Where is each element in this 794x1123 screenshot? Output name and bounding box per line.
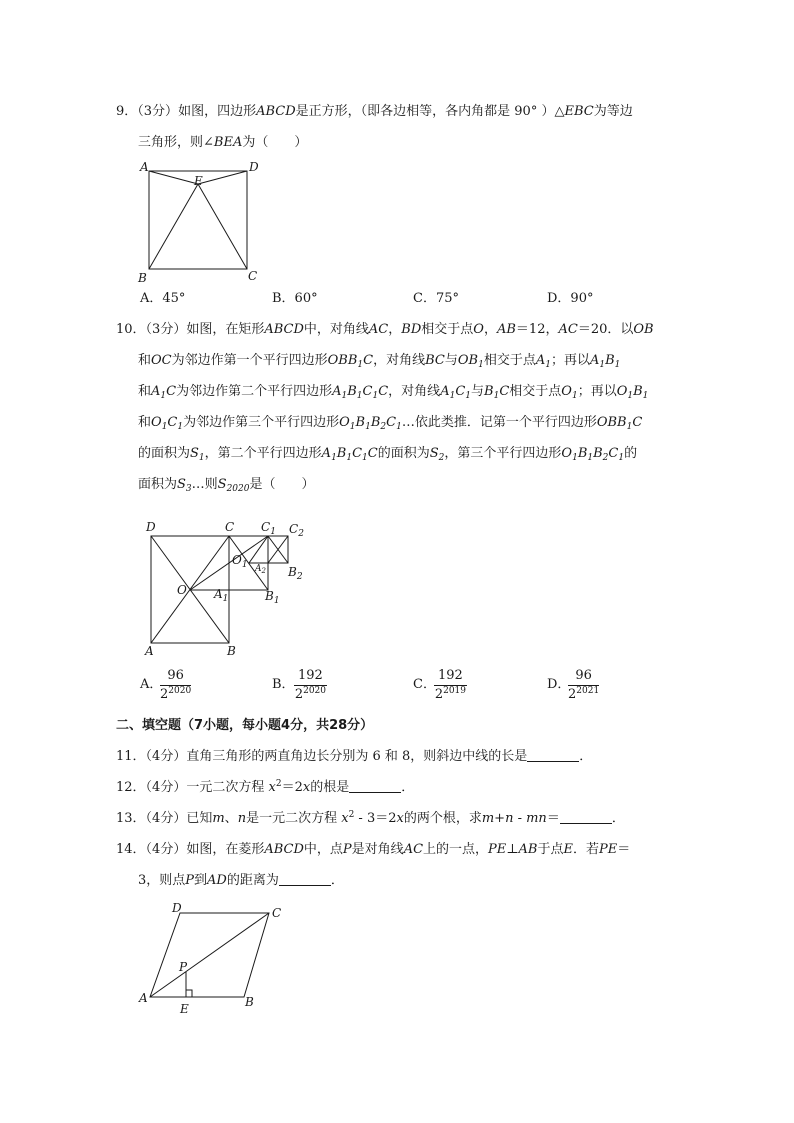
q10-label-c: C [225, 520, 235, 534]
q10-label-d: D [146, 520, 156, 534]
q10-line-2: 和OC为邻边作第一个平行四边形$OBB_1C$，对角线BC与$OB_1$相交于点$A_1$；再以$A_1B_1$ [138, 353, 621, 370]
q10-line-6: 面积为$S_3\dots$则$S_{2020}$是（ ） [138, 477, 315, 494]
q10-line-4: 和$O_1C_1$为邻边作第三个平行四边形$O_1B_1B_2C_1\dots$依此类推．记第一个平行四边形$OBB_1C$ [138, 415, 643, 432]
q10-label-a2: $A_2$ [255, 564, 266, 575]
q14-line-1: 14．（4分）如图，在菱形ABCD中，点P是对角线AC上的一点，PE⊥AB于点E．若PE＝ [116, 842, 631, 857]
q10-label-o1: $O_1$ [232, 553, 248, 570]
q10-line-1: 10．（3分）如图，在矩形ABCD中，对角线AC，BD相交于点O，AB＝12，AC＝20．以OB [116, 322, 654, 337]
q11-line: 11．（4分）直角三角形的两直角边长分别为 6 和 8，则斜边中线的长是 ． [116, 749, 593, 764]
q10-option-b-fraction: $\frac{192}{2^{2020}}$ [294, 668, 326, 702]
q10-label-b1: $B_1$ [265, 589, 280, 606]
q9-label-d: D [249, 160, 259, 174]
q14-diagonal-ac [150, 913, 269, 997]
q10-line-3: 和$A_1C$为邻边作第二个平行四边形$A_1B_1C_1C$，对角线$A_1C_1$与$B_1C$相交于点$O_1$；再以$O_1B_1$ [138, 384, 649, 401]
q10-option-a-fraction: $\frac{96}{2^{2020}}$ [160, 668, 192, 702]
q14-right-angle-mark [186, 990, 192, 997]
q9-line-1: 9．（3分）如图，四边形ABCD是正方形，（即各边相等，各内角都是 90° ）△EBC为等边 [116, 104, 633, 119]
q14-label-b: B [245, 995, 254, 1009]
q10-label-o: O [177, 583, 187, 597]
q9-line-2: 三角形，则∠BEA为（ ） [138, 135, 308, 150]
q14-label-d: D [172, 901, 182, 915]
q9-label-b: B [138, 271, 147, 285]
q10-option-c-letter: C． [413, 677, 436, 692]
q9-label-a: A [140, 160, 149, 174]
q10-line-5: 的面积为$S_1$，第二个平行四边形$A_1B_1C_1C$的面积为$S_2$，第三个平行四边形$O_1B_1B_2C_1$的 [138, 446, 638, 463]
q10-label-b2: $B_2$ [288, 565, 303, 582]
q9-option-a: A．45° [140, 291, 186, 306]
q10-option-a-letter: A． [140, 677, 163, 692]
q10-option-d-letter: D． [547, 677, 571, 692]
q10-label-c1: $C_1$ [261, 520, 276, 537]
q9-label-c: C [248, 269, 258, 283]
q9-option-d: D．90° [547, 291, 594, 306]
q14-label-c: C [272, 906, 282, 920]
section-heading-fill-in: 二、填空题（7小题，每小题4分，共28分） [116, 718, 374, 733]
q9-label-e: E [194, 174, 203, 188]
q10-option-b-letter: B． [272, 677, 295, 692]
q14-label-p: P [179, 960, 188, 974]
q12-line: 12．（4分）一元二次方程 $x^2=2x$的根是 ． [116, 779, 415, 795]
q10-option-d-fraction: $\frac{96}{2^{2021}}$ [568, 668, 600, 702]
q14-label-e: E [180, 1002, 189, 1016]
q10-label-b: B [227, 644, 236, 658]
q10-option-c-fraction: $\frac{192}{2^{2019}}$ [434, 668, 466, 702]
q9-option-c: C．75° [413, 291, 459, 306]
q10-label-a: A [145, 644, 154, 658]
q9-option-b: B．60° [272, 291, 318, 306]
q14-line-2: 3，则点P到AD的距离为 ． [138, 873, 344, 888]
q10-label-a1: $A_1$ [214, 587, 229, 604]
q13-line: 13．（4分）已知m、n是一元二次方程 $x^2 - 3=2x$的两个根，求m+n - mn＝ ． [116, 810, 625, 826]
q14-label-a: A [139, 991, 148, 1005]
q10-label-c2: $C_2$ [289, 522, 304, 539]
